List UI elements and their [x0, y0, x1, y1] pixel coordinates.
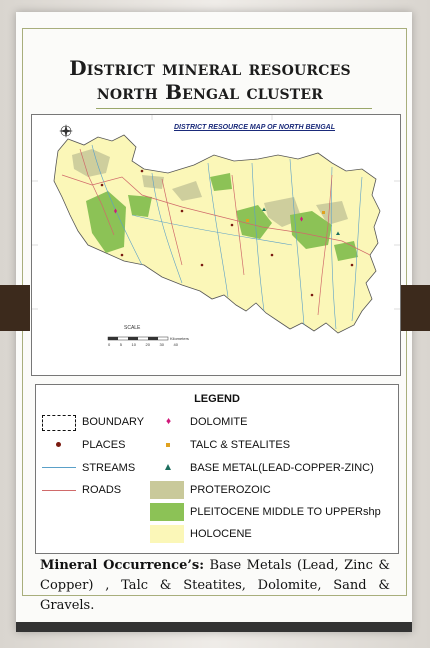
title-line-2: north Bengal cluster — [96, 80, 324, 104]
scale-unit: Kilometers — [170, 336, 189, 341]
scale-tick: 40 — [173, 342, 178, 347]
scale-tick: 10 — [131, 342, 136, 347]
legend-proterozoic: PROTEROZOIC — [190, 484, 271, 496]
title-divider — [96, 108, 372, 109]
legend-title: LEGEND — [194, 393, 240, 405]
north-bengal-map — [32, 115, 400, 375]
right-tab — [400, 285, 430, 331]
scale-label: SCALE — [124, 325, 141, 331]
legend-base-metal: BASE METAL(LEAD-COPPER-ZINC) — [190, 462, 374, 474]
mineral-occurrence-list: Base Metals (Lead, Zinc & Copper) , Talc & Steatites, Dolomite, Sand & Gravels. — [40, 558, 390, 613]
legend-roads: ROADS — [82, 484, 122, 496]
holocene-swatch — [150, 525, 184, 543]
scale-tick: 5 — [119, 342, 122, 347]
mineral-occurrence-text — [40, 556, 390, 616]
scale-ticks — [108, 342, 178, 347]
title-line-1: District mineral resources — [69, 56, 351, 80]
base-metal-symbol — [165, 464, 171, 470]
left-tab — [0, 285, 30, 331]
scale-tick: 0 — [108, 342, 111, 347]
legend-boundary: BOUNDARY — [82, 416, 145, 428]
places-symbol — [56, 442, 61, 447]
legend-panel — [35, 384, 399, 554]
legend-pleistocene: PLEITOCENE MIDDLE TO UPPERshp — [190, 506, 381, 518]
page-title — [20, 56, 400, 104]
legend-dolomite: DOLOMITE — [190, 416, 248, 428]
legend-holocene: HOLOCENE — [190, 528, 252, 540]
dolomite-symbol: ♦ — [166, 416, 172, 427]
legend-places: PLACES — [82, 439, 126, 451]
map-title: DISTRICT RESOURCE MAP OF NORTH BENGAL — [174, 124, 336, 131]
proterozoic-swatch — [150, 481, 184, 499]
slide-bottom-bar — [16, 622, 412, 632]
scale-tick: 20 — [145, 342, 150, 347]
boundary-symbol — [42, 415, 76, 431]
pleistocene-swatch — [150, 503, 184, 521]
legend-talc: TALC & STEALITES — [190, 439, 291, 451]
compass-rose-icon — [59, 124, 73, 138]
map-panel — [31, 114, 401, 376]
mineral-occurrence-label: Mineral Occurrence’s: — [40, 558, 205, 573]
roads-symbol — [42, 490, 76, 491]
legend-streams: STREAMS — [82, 462, 136, 474]
talc-symbol — [166, 443, 170, 447]
scale-tick: 30 — [159, 342, 164, 347]
streams-symbol — [42, 467, 76, 468]
scale-bar — [108, 337, 168, 340]
